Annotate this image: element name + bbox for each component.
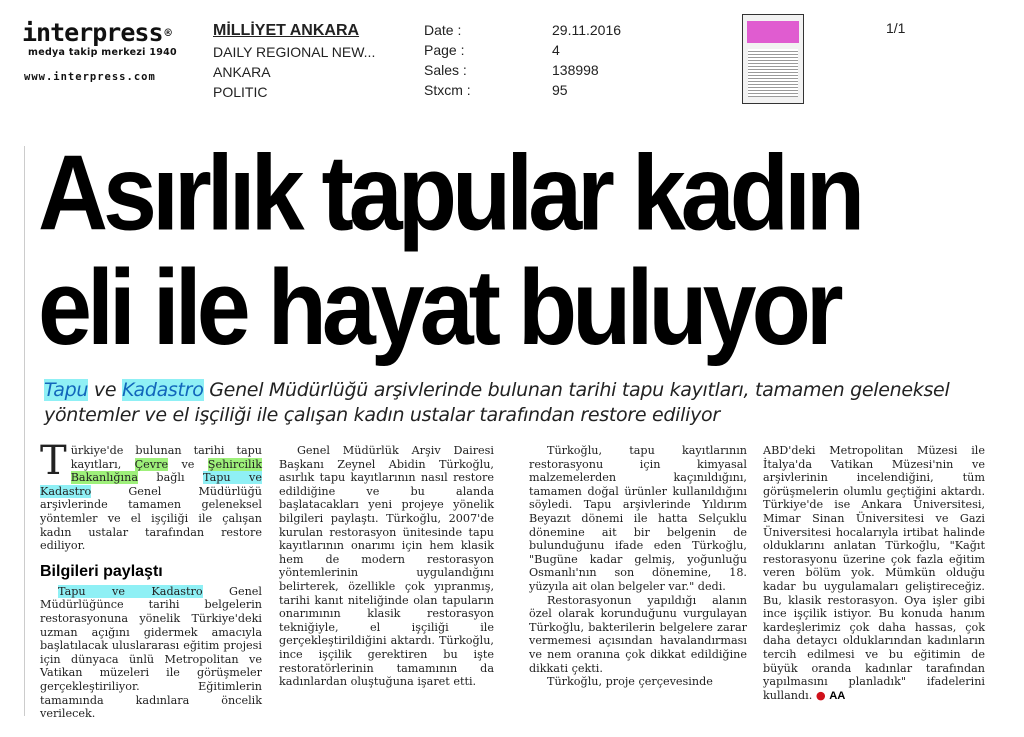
logo-url: www.interpress.com	[24, 71, 156, 83]
paragraph: Genel Müdürlük Arşiv Dairesi Başkanı Zeynel Abidin Türkoğlu, asırlık tapu kayıtlarının nasıl restore edildiğine ve bu alanda başlatacakları yeni projeye yönelik bilgileri paylaştı. Türkoğlu, 2007'de kurulan restorasyon ünitesinde tapu kayıtlarının onarımı için hem klasik hem de modern restorasyon yöntemlerinin uygulandığını belirterek, özellikle çok yıpranmış, tarihi kanıt niteliğinde olan tapuların onarımının klasik restorasyon tekniğiyle, el işçiliği ile gerçekleştirildiğini aktardı. Türkoğlu, ince işçilik gerektiren bu işte restoratörlerinin tamamının da kadınlardan oluştuğuna işaret etti.	[279, 444, 494, 689]
paragraph: Türkoğlu, tapu kayıtlarının restorasyonu için kimyasal malzemelerden kaçınıldığını, tamamen doğal ürünler kullanıldığını söyledi. Tapu arşivlerinde Yıldırım Beyazıt dönemi ile hatta Selçuklu dönemine ait bir belgenin de bulunduğunu ifade eden Türkoğlu, "Bugüne kadar gelmiş, yoğunluğu Osmanlı'nın son dönemine, 18. yüzyıla ait olan belgeler var." dedi.	[529, 444, 747, 593]
headline	[38, 132, 998, 367]
paragraph: Tapu ve Kadastro Genel Müdürlüğünce tarihi belgelerin restorasyonuna yönelik Türkiye'deki uzman açığını gidermek amacıyla başlatılacak uluslararası eğitim projesi için dünyaca ünlü Metropolitan ve Vatikan müzeleri ile görüşmeler gerçekleştiriliyor. Eğitimlerin tamamında kadınlara öncelik verilecek.	[40, 584, 262, 721]
headline-line-2: eli ile hayat buluyor	[38, 247, 839, 367]
logo-name: interpress	[22, 18, 163, 47]
publication-name: MİLLİYET ANKARA	[213, 22, 360, 39]
meta-values	[552, 20, 672, 100]
intro-paragraph: Türkiye'de bulunan tarihi tapu kayıtları, Çevre ve Şehircilik Bakanlığına bağlı Tapu ve Kadastro Genel Müdürlüğü arşivlerinde tamamen geleneksel yöntemler ve el işçiliği ile çalışan kadın ustalar tarafından restore ediliyor.	[40, 438, 262, 553]
page-value: 4	[552, 42, 560, 58]
agency-signoff: AA	[829, 689, 846, 702]
meta-labels	[424, 20, 544, 100]
highlight-tapu-kadastro-2: Tapu ve Kadastro	[58, 584, 203, 598]
page-count: 1/1	[886, 20, 906, 36]
subheadline: Tapu ve Kadastro Genel Müdürlüğü arşivlerinde bulunan tarihi tapu kayıtları, tamamen geleneksel yöntemler ve el işçiliği ile çalışan kadın ustalar tarafından restore ediliyor	[44, 379, 950, 426]
publication-type: DAILY REGIONAL NEW...	[213, 44, 376, 60]
thumbnail-highlight-band	[747, 21, 799, 43]
registered-mark: ®	[164, 26, 171, 40]
page-thumbnail[interactable]	[742, 14, 804, 104]
highlight-sehircilik: Şehircilik Bakanlığına	[70, 457, 262, 485]
date-label: Date :	[424, 22, 462, 38]
page-label: Page :	[424, 42, 465, 58]
headline-line-1: Asırlık tapular kadın	[38, 132, 861, 253]
left-margin-rule	[24, 146, 25, 716]
paragraph: Türkoğlu, proje çerçevesinde	[547, 675, 713, 689]
paragraph: ABD'deki Metropolitan Müzesi ile İtalya'da Vatikan Müzesi'nin ve arşivlerinin incelendiğini, tüm görüşmelerin olumlu geçtiğini aktardı. Türkiye'de ise Ankara Üniversitesi, Mimar Sinan Üniversitesi ve Gazi Üniversitesi hocalarıyla irtibat halinde olduklarını anlatan Türkoğlu, "Kağıt restorasyonu üzerine çok fazla eğitim veren bölüm yok. Mümkün olduğu kadar bu uygulamaları geliştireceğiz. Bu, klasik restorasyon. Oya işler gibi ince işçilik istiyor. Bu konuda hanım kardeşlerimiz çok daha hassas, çok daha detaycı olduklarından kadınların tercih edilmesi ve bu eğitimin de büyük oranda kadınlar tarafından yapılmasını planladık" ifadelerini kullandı. ● AA	[763, 444, 985, 702]
interpress-logo	[22, 20, 197, 85]
subhead-highlight-tapu: Tapu	[44, 379, 89, 401]
stxcm-value: 95	[552, 82, 568, 98]
drop-cap: T	[40, 438, 67, 484]
article-column-1	[40, 438, 262, 721]
sales-value: 138998	[552, 62, 599, 78]
sales-label: Sales :	[424, 62, 467, 78]
article-column-2	[279, 444, 494, 689]
highlight-cevre: Çevre	[134, 457, 169, 471]
agency-dot-icon: ●	[815, 688, 826, 702]
publication-category: POLITIC	[213, 84, 268, 100]
subhead-highlight-kadastro: Kadastro	[122, 379, 204, 401]
logo-tagline: medya takip merkezi 1940	[28, 47, 177, 58]
highlight-tapu-kadastro: Tapu ve Kadastro	[40, 471, 262, 498]
publication-info	[213, 20, 413, 102]
stxcm-label: Stxcm :	[424, 82, 471, 98]
article-column-3	[529, 444, 747, 689]
thumbnail-text-lines	[748, 49, 798, 97]
date-value: 29.11.2016	[552, 22, 622, 38]
publication-city: ANKARA	[213, 64, 271, 80]
paragraph: Restorasyonun yapıldığı alanın özel olarak korunduğunu vurgulayan Türkoğlu, bakterilerin belgelere zarar vermemesi açısından havalandırması ve nem oranına çok dikkat edildiğine dikkati çekti.	[529, 593, 747, 675]
article-column-4	[763, 444, 985, 703]
section-subheading: Bilgileri paylaştı	[40, 562, 163, 580]
